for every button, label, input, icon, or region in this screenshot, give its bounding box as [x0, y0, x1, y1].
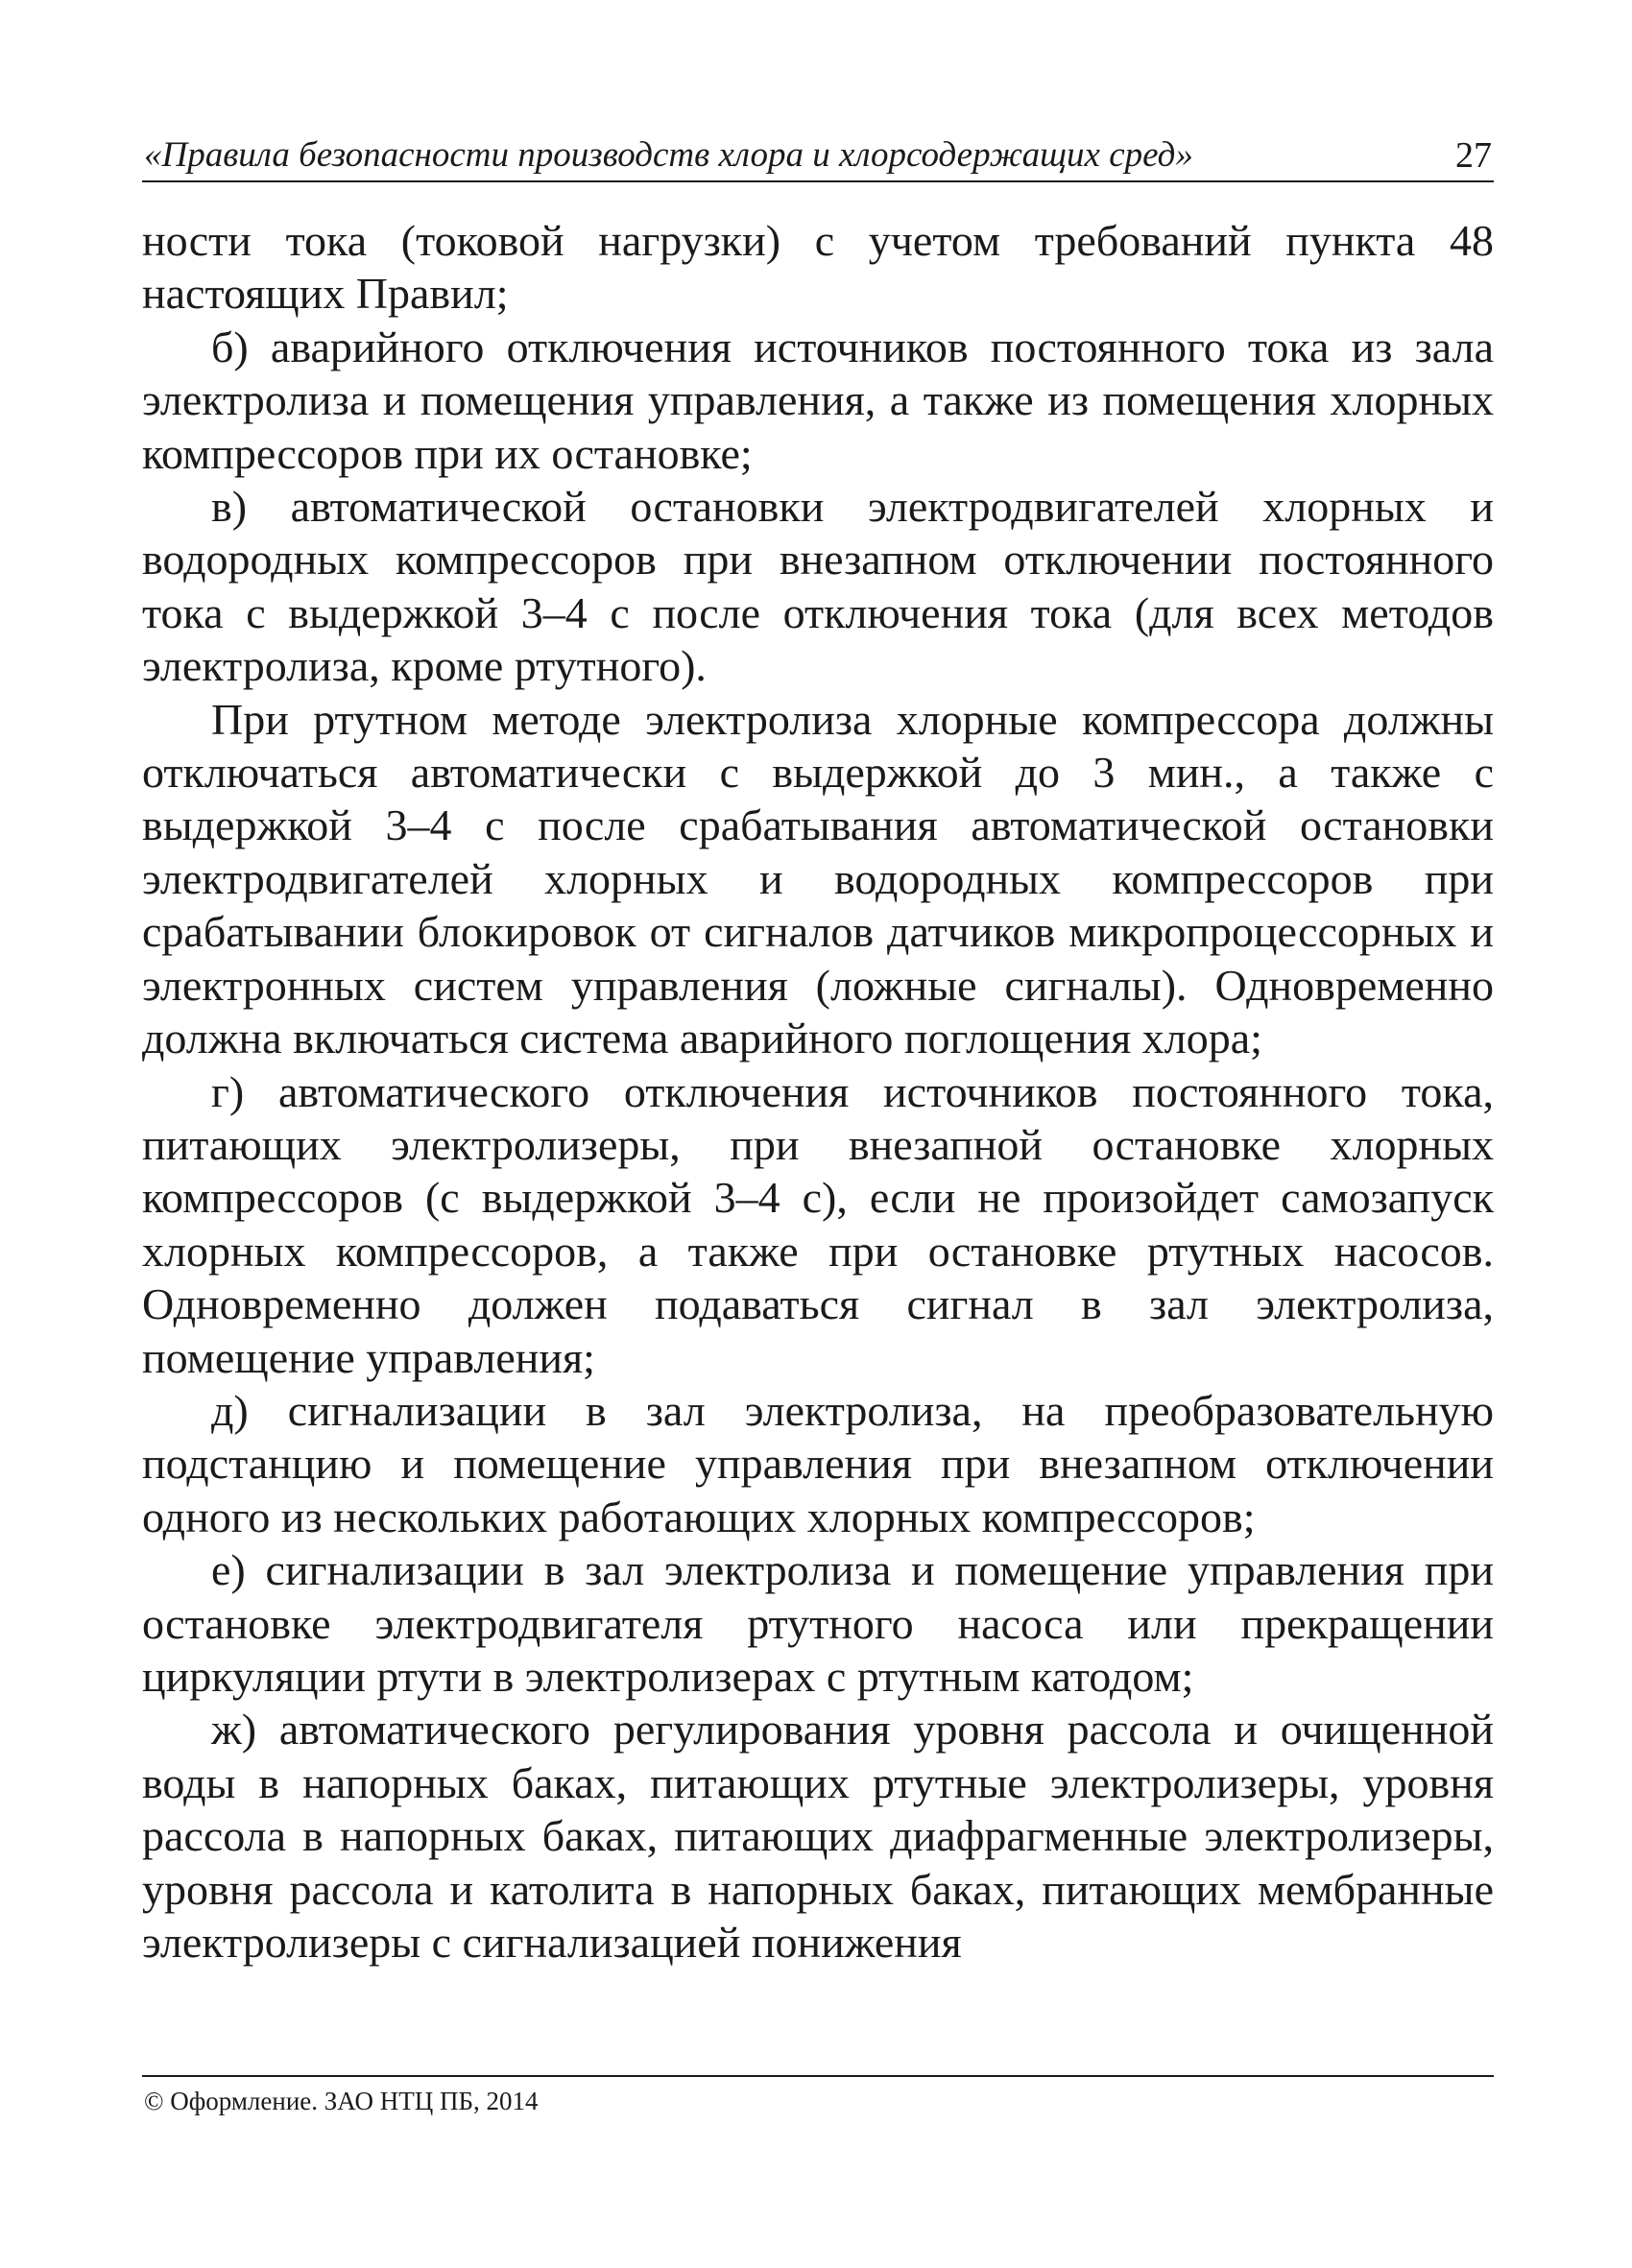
paragraph-continuation: ности тока (токовой нагрузки) с учетом требований пункта 48 настоящих Правил; [142, 216, 1494, 319]
footer-divider [142, 2075, 1494, 2077]
page-number: 27 [1455, 135, 1492, 176]
header-title: «Правила безопасности производств хлора и хлорсодержащих сред» [144, 135, 1193, 175]
paragraph-item-d: д) сигнализации в зал электролиза, на преобразовательную подстанцию и помещение управления при внезапном отключении одного из нескольких работающих хлорных компрессоров; [142, 1385, 1494, 1541]
paragraph-item-g: г) автоматического отключения источников постоянного тока, питающих электролизеры, при внезапной остановке хлорных компрессоров (с выдержкой 3–4 с), если не произойдет самозапуск хлорных компрессоров, а также при остановке ртутных насосов. Одновременно должен подаваться сигнал в зал электролиза, помещение управления; [142, 1066, 1494, 1382]
paragraph-item-e: е) сигнализации в зал электролиза и помещение управления при остановке электродвигателя ртутного насоса или прекращении циркуляции ртути в электролизерах с ртутным катодом; [142, 1545, 1494, 1701]
paragraph-item-v: в) автоматической остановки электродвигателей хлорных и водородных компрессоров при внезапном отключении постоянного тока с выдержкой 3–4 с после отключения тока (для всех методов электролиза, кроме ртутного). [142, 482, 1494, 691]
body-text [142, 214, 1494, 1969]
footer-copyright: © Оформление. ЗАО НТЦ ПБ, 2014 [144, 2087, 539, 2115]
page-header [142, 132, 1494, 182]
paragraph-item-zh: ж) автоматического регулирования уровня рассола и очищенной воды в напорных баках, питающих ртутные электролизеры, уровня рассола в напорных баках, питающих диафрагменные электролизеры, уровня рассола и католита в напорных баках, питающих мембранные электролизеры с сигнализацией понижения [142, 1705, 1494, 1967]
paragraph-item-b: б) аварийного отключения источников постоянного тока из зала электролиза и помещения управления, а также из помещения хлорных компрессоров при их остановке; [142, 322, 1494, 478]
paragraph-mercury-method: При ртутном методе электролиза хлорные компрессора должны отключаться автоматически с выдержкой до 3 мин., а также с выдержкой 3–4 с после срабатывания автоматической остановки электродвигателей хлорных и водородных компрессоров при срабатывании блокировок от сигналов датчиков микропроцессорных и электронных систем управления (ложные сигналы). Одновременно должна включаться система аварийного поглощения хлора; [142, 694, 1494, 1063]
